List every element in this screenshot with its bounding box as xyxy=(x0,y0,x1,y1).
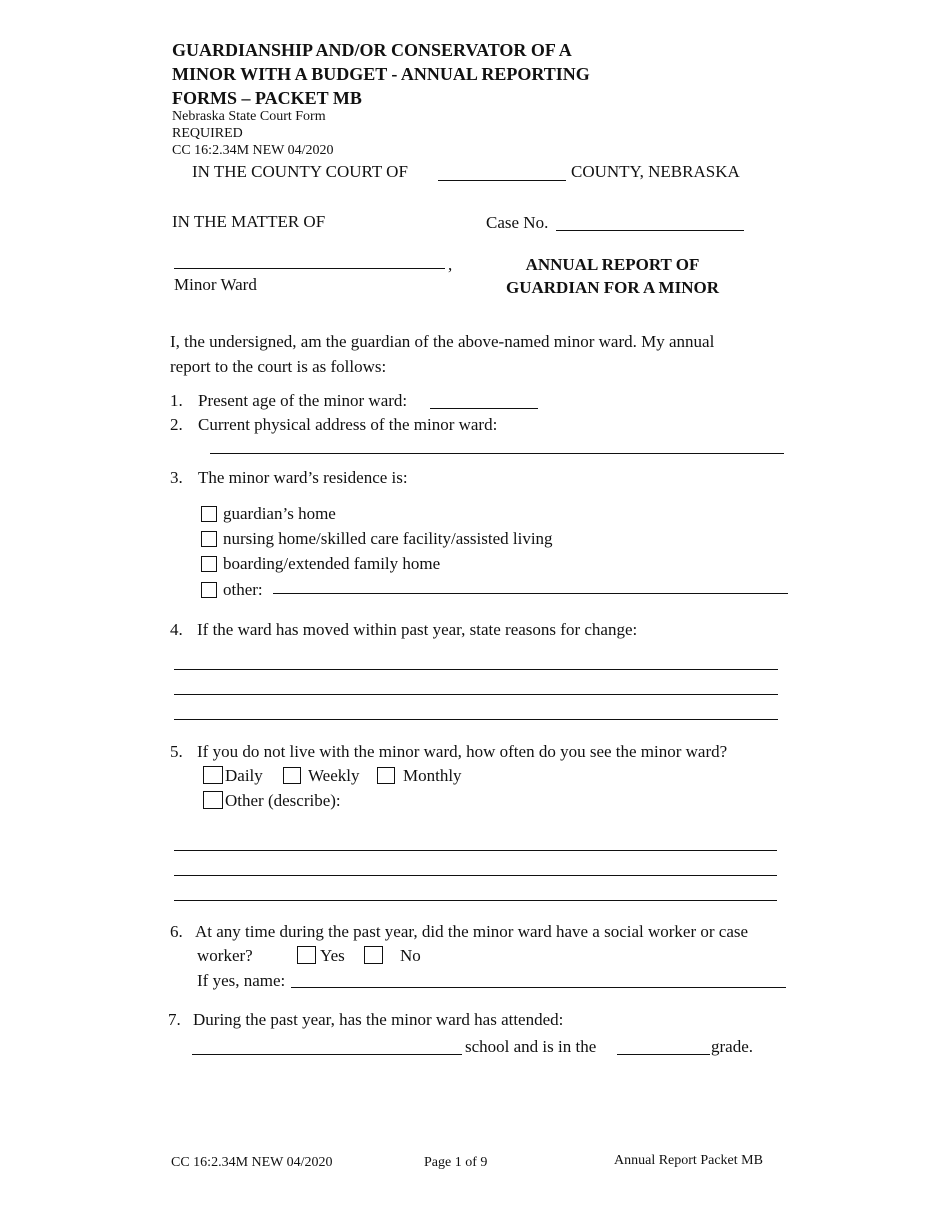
ward-name-field[interactable] xyxy=(174,268,445,269)
move-reason-field-3[interactable] xyxy=(174,719,778,720)
court-form-label: Nebraska State Court Form xyxy=(172,109,326,124)
q7-grade-label: grade. xyxy=(711,1037,754,1056)
residence-option-guardian-home[interactable]: guardian’s home xyxy=(201,503,336,525)
report-title-line-1: ANNUAL REPORT OF xyxy=(525,255,700,274)
case-no-label: Case No. xyxy=(486,213,549,232)
q7-number: 7. xyxy=(168,1010,181,1029)
q3-number: 3. xyxy=(170,468,183,487)
q3-text: The minor ward’s residence is: xyxy=(198,468,408,487)
visit-describe-field-3[interactable] xyxy=(174,900,777,901)
q6-number: 6. xyxy=(170,922,183,941)
q6-name-label: If yes, name: xyxy=(197,971,286,990)
title-line-2: MINOR WITH A BUDGET - ANNUAL REPORTING xyxy=(172,64,590,84)
residence-option-nursing-home[interactable]: nursing home/skilled care facility/assisted living xyxy=(201,528,553,550)
move-reason-field-2[interactable] xyxy=(174,694,778,695)
q6-text-line-2: worker? xyxy=(197,946,253,965)
title-line-1: GUARDIANSHIP AND/OR CONSERVATOR OF A xyxy=(172,40,572,60)
footer-page-number: Page 1 of 9 xyxy=(424,1155,488,1170)
residence-other-field[interactable] xyxy=(273,593,788,594)
q4-number: 4. xyxy=(170,620,183,639)
q2-number: 2. xyxy=(170,415,183,434)
address-field[interactable] xyxy=(210,453,784,454)
title-line-3: FORMS – PACKET MB xyxy=(172,88,362,108)
form-code: CC 16:2.34M NEW 04/2020 xyxy=(172,143,334,158)
q1-text: Present age of the minor ward: xyxy=(198,391,408,410)
form-title xyxy=(172,38,692,110)
footer-form-code: CC 16:2.34M NEW 04/2020 xyxy=(171,1155,333,1170)
intro-line-2: report to the court is as follows: xyxy=(170,357,387,376)
checkbox-icon[interactable] xyxy=(201,531,217,547)
q6-text-line-1: At any time during the past year, did the minor ward have a social worker or case xyxy=(195,922,749,941)
checkbox-icon[interactable] xyxy=(201,556,217,572)
visit-option-monthly[interactable]: Monthly xyxy=(377,765,462,787)
case-no-field[interactable] xyxy=(556,230,744,231)
checkbox-icon[interactable] xyxy=(203,766,223,784)
checkbox-icon[interactable] xyxy=(283,767,301,784)
comma: , xyxy=(448,255,453,274)
q2-text: Current physical address of the minor ward: xyxy=(198,415,498,434)
residence-option-boarding[interactable]: boarding/extended family home xyxy=(201,553,440,575)
grade-field[interactable] xyxy=(617,1054,710,1055)
intro-line-1: I, the undersigned, am the guardian of the above-named minor ward. My annual xyxy=(170,332,715,351)
checkbox-icon[interactable] xyxy=(364,946,383,964)
q5-text: If you do not live with the minor ward, how often do you see the minor ward? xyxy=(197,742,728,761)
social-worker-no[interactable]: No xyxy=(364,945,421,967)
visit-describe-field-2[interactable] xyxy=(174,875,777,876)
checkbox-icon[interactable] xyxy=(377,767,395,784)
court-prefix: IN THE COUNTY COURT OF xyxy=(192,162,408,181)
county-field[interactable] xyxy=(438,180,566,181)
q5-number: 5. xyxy=(170,742,183,761)
court-suffix: COUNTY, NEBRASKA xyxy=(571,162,740,181)
visit-option-daily[interactable]: Daily xyxy=(203,765,263,787)
q7-school-label: school and is in the xyxy=(465,1037,597,1056)
checkbox-icon[interactable] xyxy=(201,506,217,522)
visit-describe-field-1[interactable] xyxy=(174,850,777,851)
footer-packet-name: Annual Report Packet MB xyxy=(614,1153,763,1168)
move-reason-field-1[interactable] xyxy=(174,669,778,670)
visit-option-other[interactable]: Other (describe): xyxy=(203,790,341,812)
social-worker-yes[interactable]: Yes xyxy=(297,945,345,967)
age-field[interactable] xyxy=(430,408,538,409)
q1-number: 1. xyxy=(170,391,183,410)
checkbox-icon[interactable] xyxy=(297,946,316,964)
social-worker-name-field[interactable] xyxy=(291,987,786,988)
required-label: REQUIRED xyxy=(172,126,243,141)
visit-option-weekly[interactable]: Weekly xyxy=(283,765,360,787)
report-title-line-2: GUARDIAN FOR A MINOR xyxy=(506,278,719,297)
q4-text: If the ward has moved within past year, state reasons for change: xyxy=(197,620,638,639)
q7-text: During the past year, has the minor ward has attended: xyxy=(193,1010,564,1029)
matter-label: IN THE MATTER OF xyxy=(172,212,326,231)
minor-ward-label: Minor Ward xyxy=(174,275,257,294)
school-name-field[interactable] xyxy=(192,1054,462,1055)
checkbox-icon[interactable] xyxy=(201,582,217,598)
residence-option-other[interactable]: other: xyxy=(201,579,263,601)
checkbox-icon[interactable] xyxy=(203,791,223,809)
